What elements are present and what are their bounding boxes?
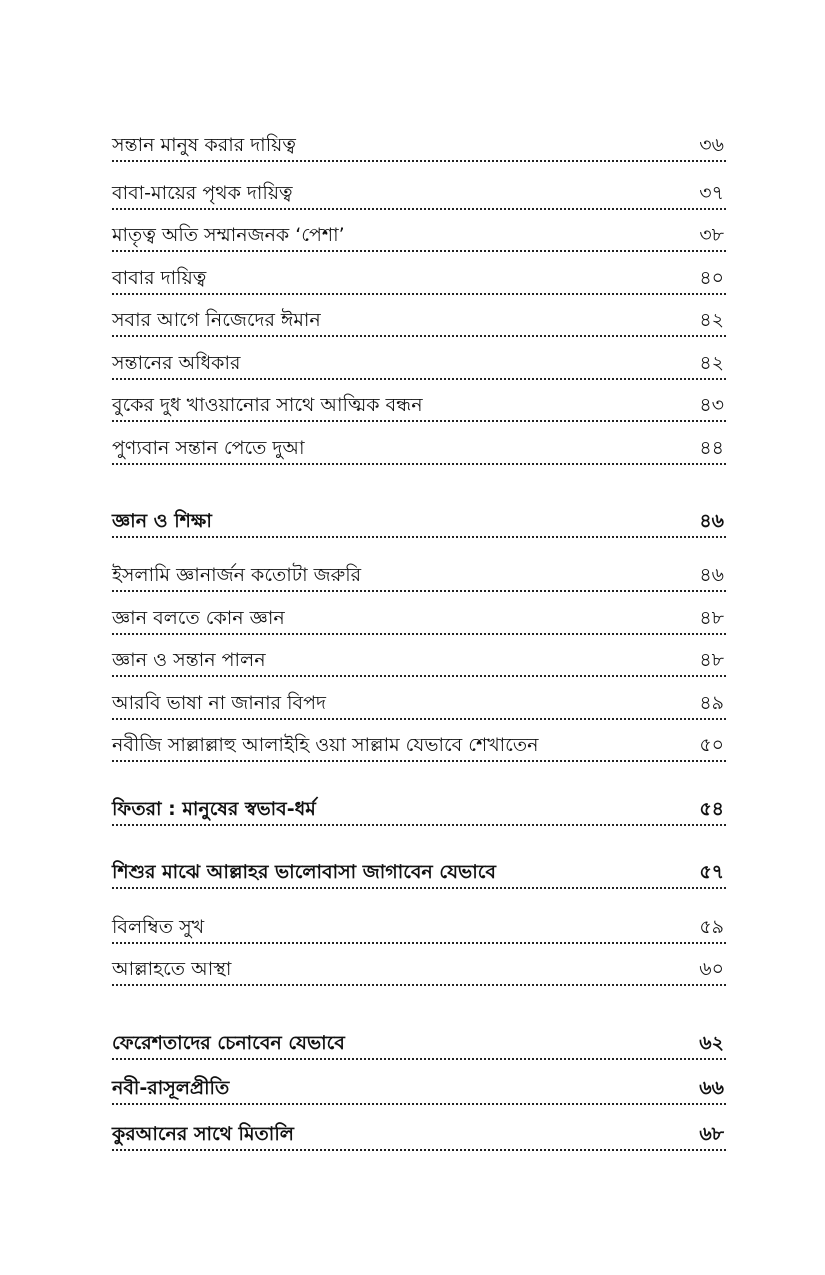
toc-entry-page: ৩৮ (699, 224, 724, 246)
toc-entry (112, 690, 726, 720)
toc-entry (112, 914, 726, 944)
toc-section-heading (112, 1030, 726, 1060)
toc-entry-title: পুণ্যবান সন্তান পেতে দুআ (112, 437, 305, 459)
toc-entry-page: ৪২ (699, 352, 724, 374)
toc-entry-title: বুকের দুধ খাওয়ানোর সাথে আত্মিক বন্ধন (112, 394, 423, 416)
toc-entry-title: নবী-রাসূলপ্রীতি (112, 1077, 230, 1099)
toc-entry-title: কুরআনের সাথে মিতালি (112, 1123, 294, 1145)
toc-entry (112, 265, 726, 295)
toc-entry-title: সবার আগে নিজেদের ঈমান (112, 309, 321, 331)
toc-entry-page: ৬৮ (699, 1123, 724, 1145)
toc-entry-page: ৪৯ (699, 692, 724, 714)
toc-entry-page: ৪৮ (699, 649, 724, 671)
toc-entry-page: ৩৬ (699, 134, 724, 156)
toc-entry-title: মাতৃত্ব অতি সম্মানজনক ‘পেশা’ (112, 224, 345, 246)
toc-entry-title: সন্তান মানুষ করার দায়িত্ব (112, 134, 296, 156)
toc-entry-page: ৪৪ (699, 437, 724, 459)
toc-entry-title: আরবি ভাষা না জানার বিপদ (112, 692, 326, 714)
toc-entry-title: বাবা-মায়ের পৃথক দায়িত্ব (112, 182, 293, 204)
toc-entry-title: শিশুর মাঝে আল্লাহর ভালোবাসা জাগাবেন যেভাবে (112, 861, 496, 883)
toc-entry-page: ৪৬ (699, 510, 724, 532)
toc-entry-page: ৪৬ (699, 564, 724, 586)
toc-section-heading (112, 859, 726, 889)
toc-entry-title: নবীজি সাল্লাল্লাহু আলাইহি ওয়া সাল্লাম যেভাবে শেখাতেন (112, 734, 539, 756)
toc-entry-page: ৫৪ (699, 798, 724, 820)
toc-entry-title: জ্ঞান ও সন্তান পালন (112, 649, 266, 671)
toc-entry-title: জ্ঞান ও শিক্ষা (112, 510, 212, 532)
toc-entry (112, 732, 726, 762)
toc-entry-page: ৫৭ (699, 861, 724, 883)
toc-entry-title: ফেরেশতাদের চেনাবেন যেভাবে (112, 1032, 345, 1054)
toc-entry-title: সন্তানের অধিকার (112, 352, 241, 374)
table-of-contents (112, 0, 726, 1275)
toc-entry (112, 132, 726, 162)
toc-entry-page: ৪৩ (699, 394, 724, 416)
toc-entry-page: ৬৬ (699, 1077, 724, 1099)
toc-entry (112, 956, 726, 986)
toc-entry-title: ফিতরা : মানুষের স্বভাব-ধর্ম (112, 798, 316, 820)
toc-entry-title: বিলম্বিত সুখ (112, 916, 205, 938)
toc-section-heading (112, 1121, 726, 1151)
toc-section-heading (112, 796, 726, 826)
toc-section-heading (112, 508, 726, 538)
toc-entry-title: ইসলামি জ্ঞানার্জন কতোটা জরুরি (112, 564, 362, 586)
toc-entry-page: ৫০ (699, 734, 724, 756)
toc-entry-page: ৪৮ (699, 607, 724, 629)
toc-entry (112, 647, 726, 677)
toc-entry (112, 562, 726, 592)
toc-entry-page: ৪২ (699, 309, 724, 331)
toc-entry-page: ৬০ (699, 958, 724, 980)
toc-entry-title: আল্লাহতে আস্থা (112, 958, 232, 980)
toc-entry (112, 180, 726, 210)
toc-entry-page: ৬২ (699, 1032, 724, 1054)
toc-entry-title: বাবার দায়িত্ব (112, 267, 207, 289)
toc-entry (112, 222, 726, 252)
toc-entry-page: ৪০ (699, 267, 724, 289)
toc-entry (112, 435, 726, 465)
toc-entry (112, 392, 726, 422)
toc-entry (112, 307, 726, 337)
toc-section-heading (112, 1075, 726, 1105)
toc-entry-page: ৩৭ (699, 182, 724, 204)
toc-entry (112, 605, 726, 635)
toc-entry (112, 350, 726, 380)
toc-entry-title: জ্ঞান বলতে কোন জ্ঞান (112, 607, 285, 629)
toc-entry-page: ৫৯ (699, 916, 724, 938)
